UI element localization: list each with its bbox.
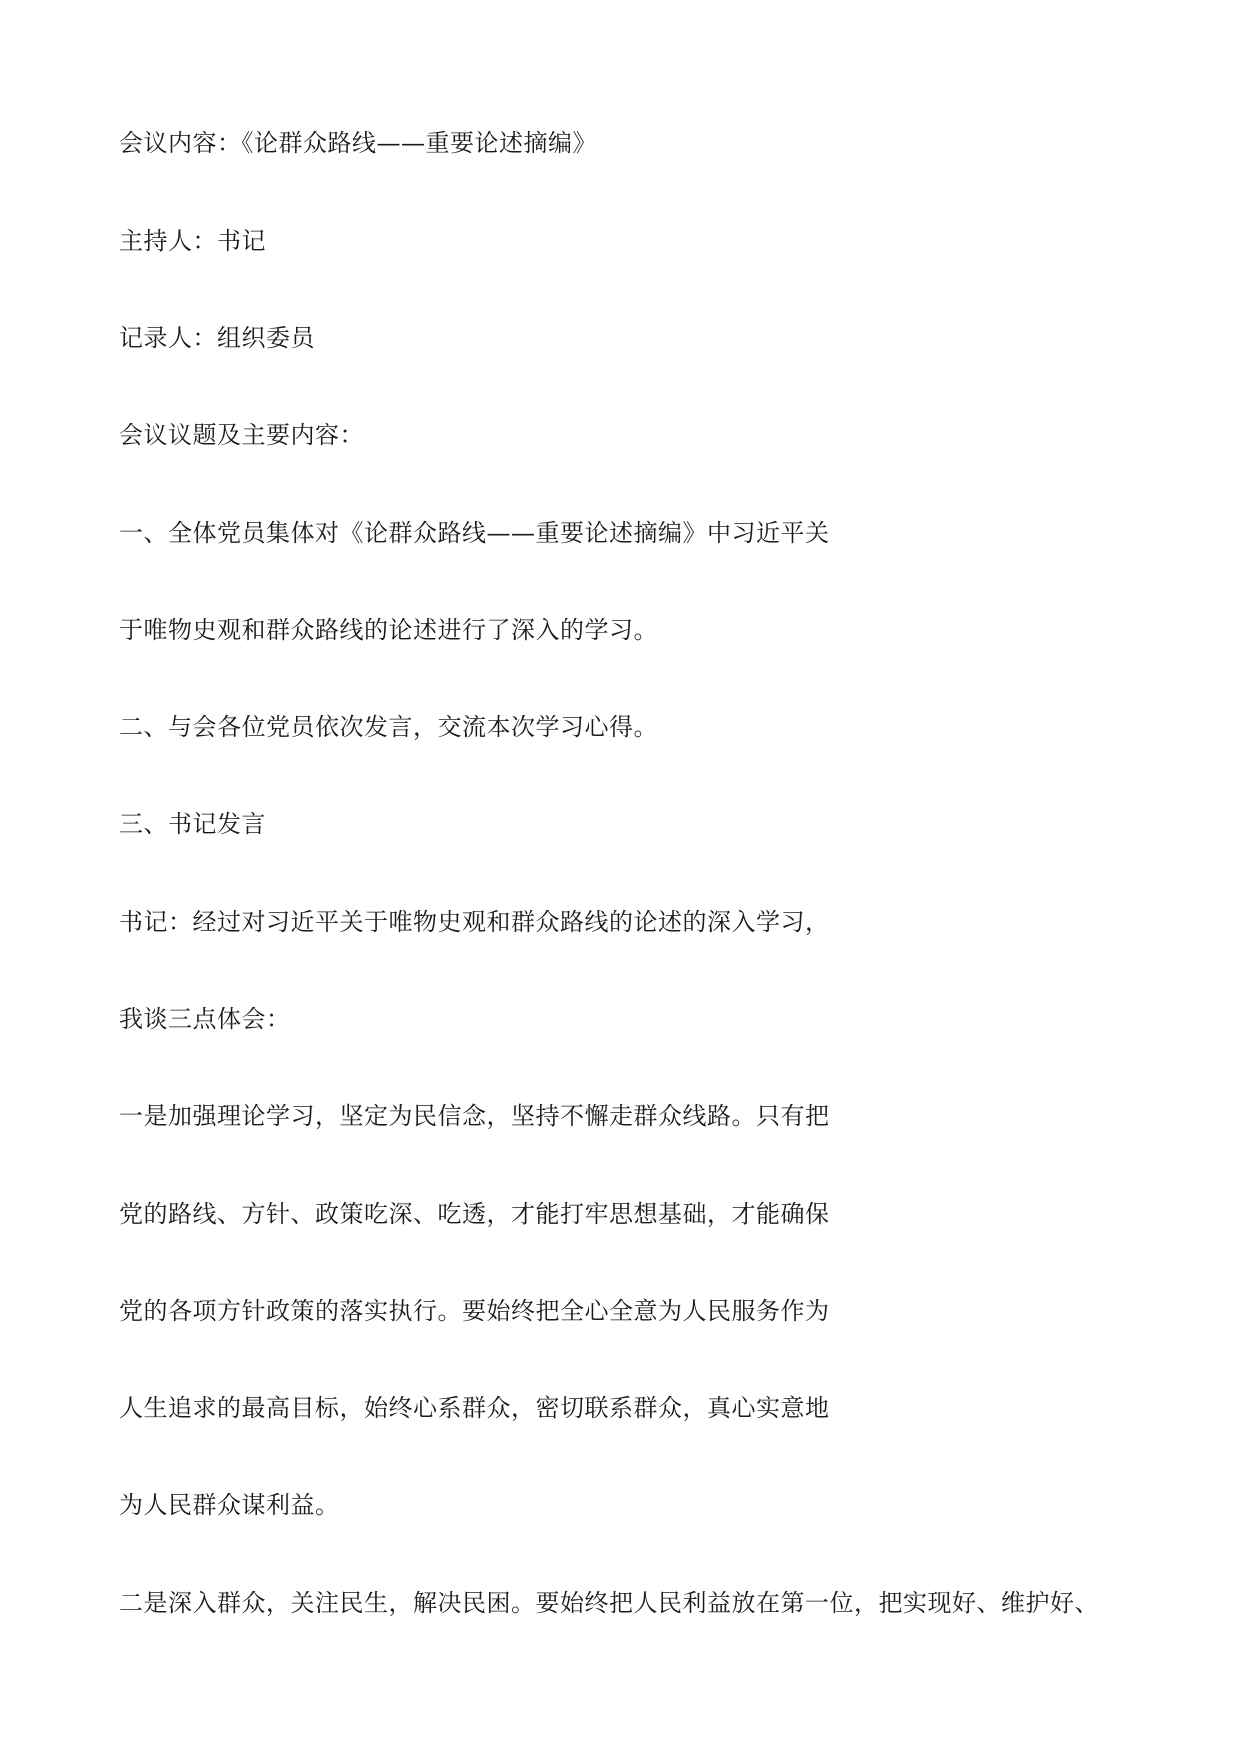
point-two-line-1: 二是深入群众，关注民生，解决民困。要始终把人民利益放在第一位，把实现好、维护好、 <box>119 1589 1099 1617</box>
point-one-line-5: 为人民群众谋利益。 <box>119 1491 340 1519</box>
secretary-speech-line-1: 书记：经过对习近平关于唯物史观和群众路线的论述的深入学习， <box>119 908 830 936</box>
item-three-line: 三、书记发言 <box>119 810 266 838</box>
point-one-line-2: 党的路线、方针、政策吃深、吃透，才能打牢思想基础，才能确保 <box>119 1200 830 1228</box>
point-one-line-1: 一是加强理论学习，坚定为民信念，坚持不懈走群众线路。只有把 <box>119 1102 830 1130</box>
meeting-content-line: 会议内容：《论群众路线——重要论述摘编》 <box>119 129 597 157</box>
point-one-line-3: 党的各项方针政策的落实执行。要始终把全心全意为人民服务作为 <box>119 1297 830 1325</box>
point-one-line-4: 人生追求的最高目标，始终心系群众，密切联系群众，真心实意地 <box>119 1394 830 1422</box>
host-line: 主持人：书记 <box>119 227 266 255</box>
recorder-line: 记录人：组织委员 <box>119 324 315 352</box>
secretary-speech-line-2: 我谈三点体会： <box>119 1005 291 1033</box>
item-two-line: 二、与会各位党员依次发言，交流本次学习心得。 <box>119 713 658 741</box>
item-one-line-1: 一、全体党员集体对《论群众路线——重要论述摘编》中习近平关 <box>119 519 830 547</box>
agenda-heading: 会议议题及主要内容： <box>119 421 364 449</box>
item-one-line-2: 于唯物史观和群众路线的论述进行了深入的学习。 <box>119 616 658 644</box>
